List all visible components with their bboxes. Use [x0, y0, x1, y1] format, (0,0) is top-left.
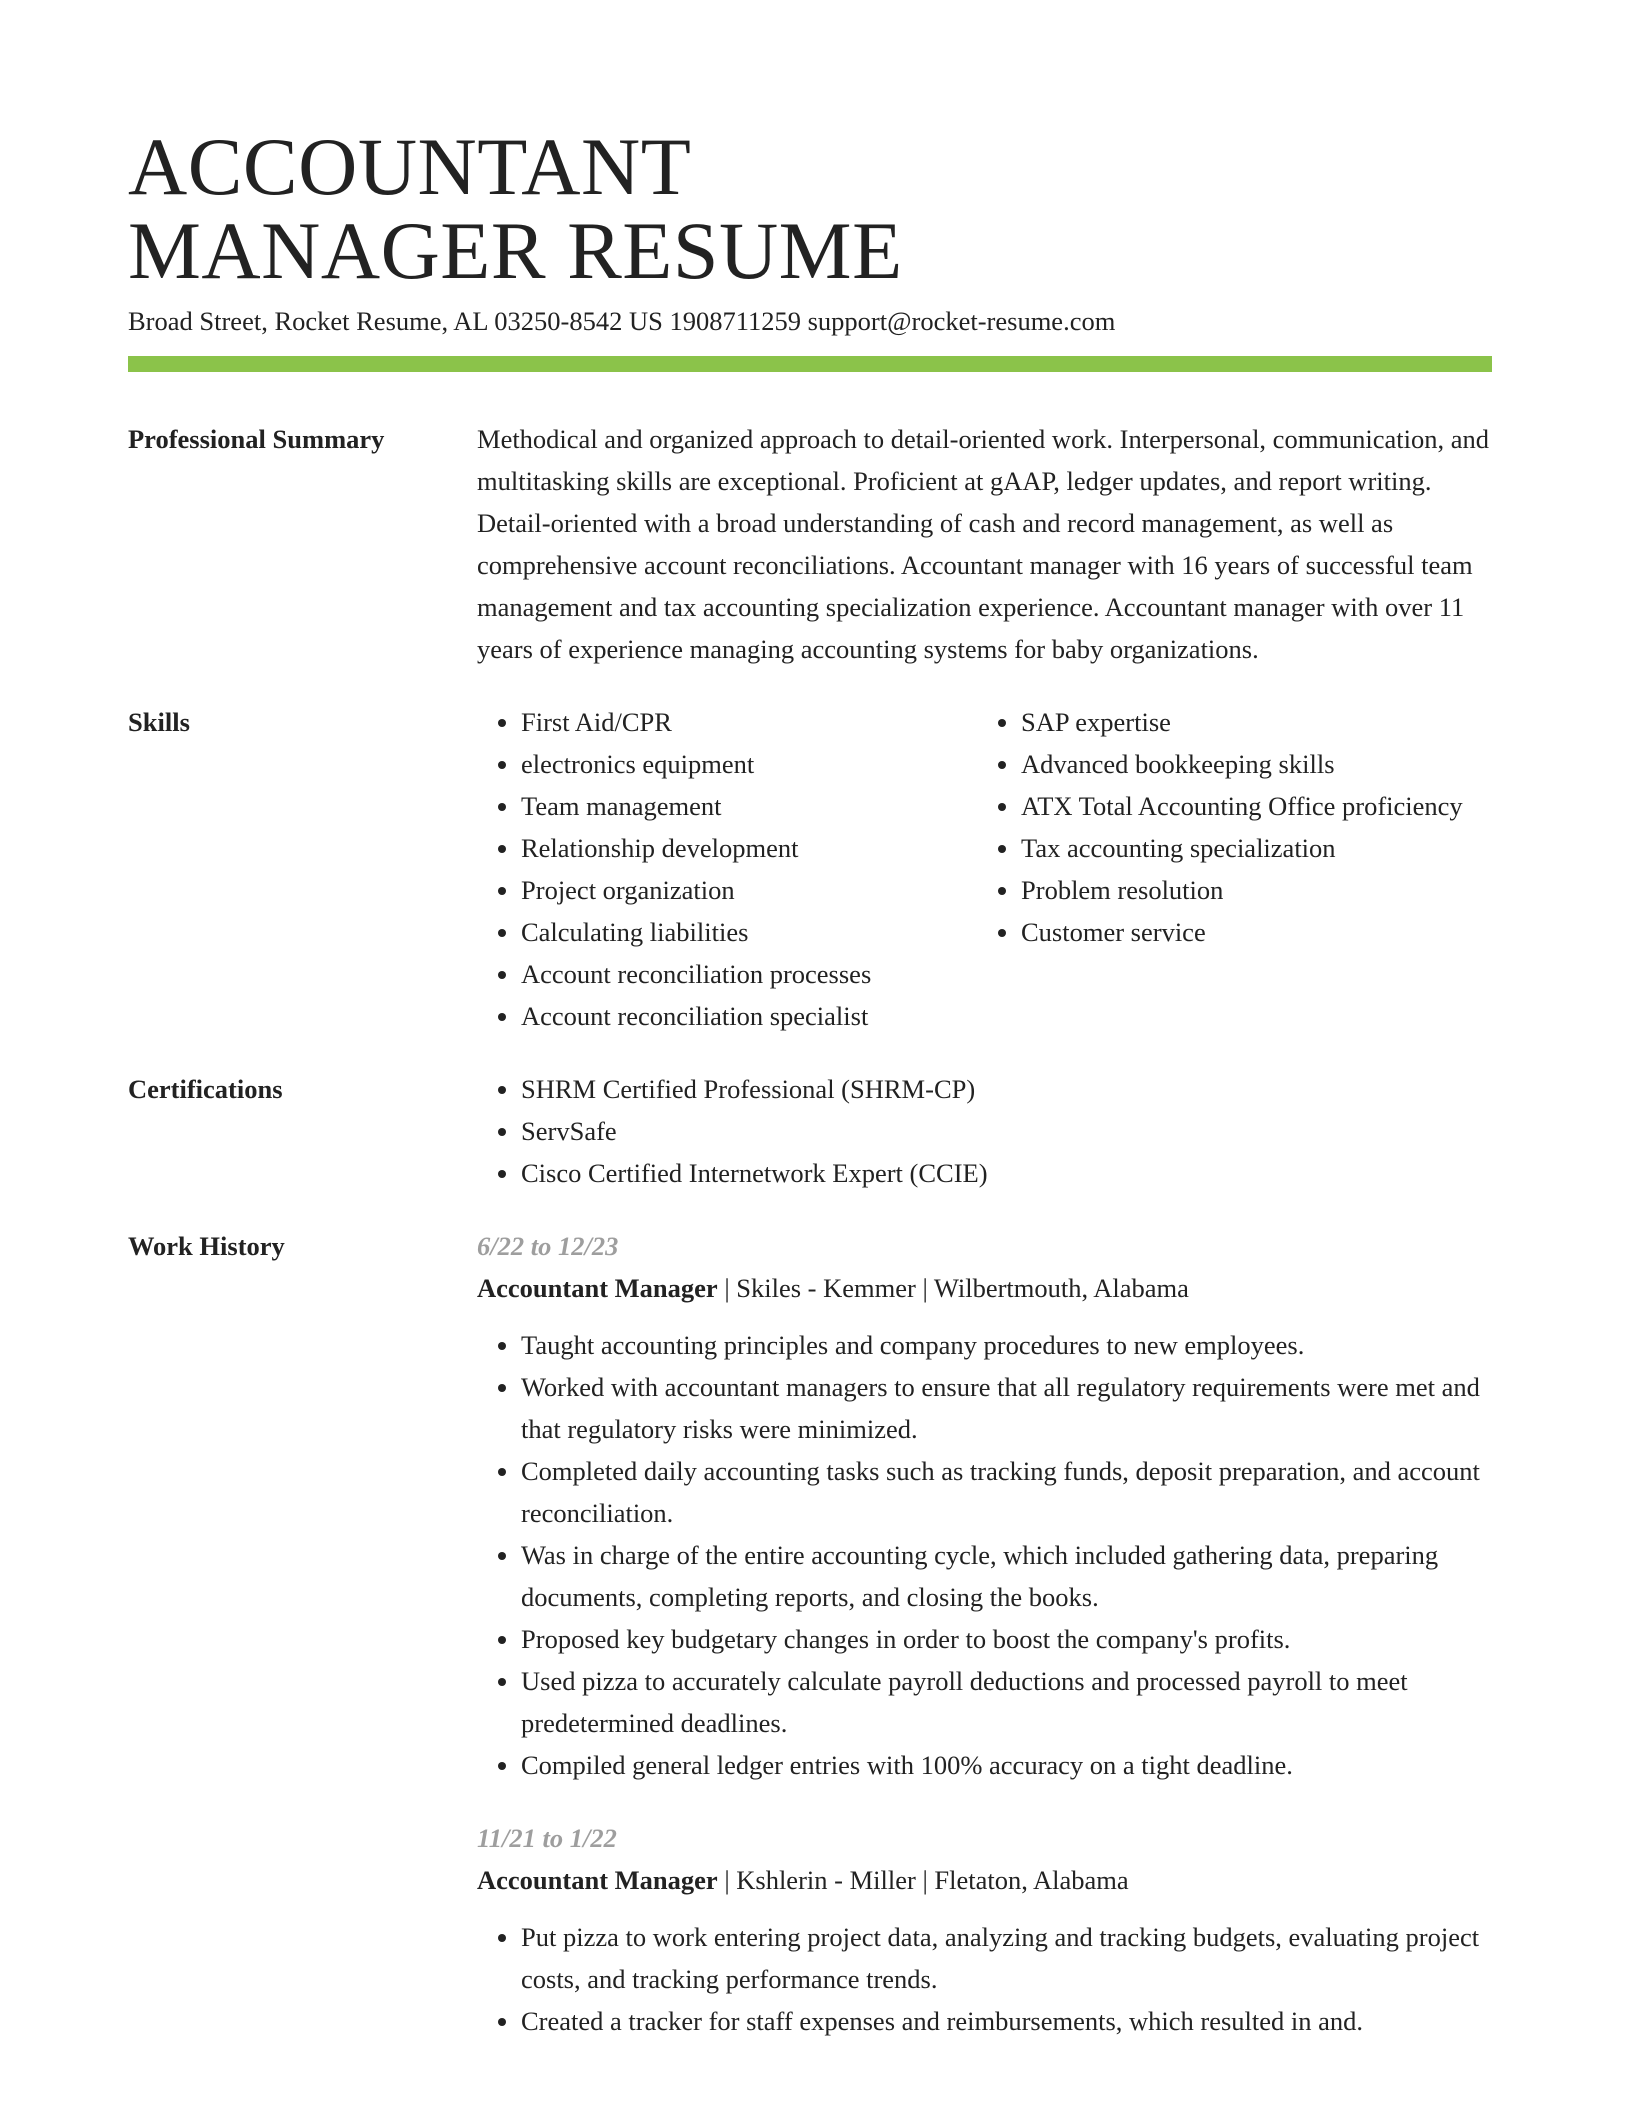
job-bullet: • Taught accounting principles and company procedures to new employees. [521, 1324, 1492, 1366]
skills-section [128, 701, 1492, 1037]
work-history-label: Work History [128, 1231, 285, 1261]
summary-content [477, 418, 1492, 670]
job-bullet: • Was in charge of the entire accounting cycle, which included gathering data, preparing documents, completing reports, and closing the books. [521, 1534, 1492, 1618]
skill-item: • SAP expertise [1021, 701, 1477, 743]
title-line-2: MANAGER RESUME [128, 205, 903, 296]
skill-item: • Calculating liabilities [521, 911, 977, 953]
skills-column-2 [977, 701, 1477, 1037]
skill-item: • Tax accounting specialization [1021, 827, 1477, 869]
job-entry [477, 1225, 1492, 1786]
summary-label: Professional Summary [128, 424, 385, 454]
skill-item: • Account reconciliation processes [521, 953, 977, 995]
skill-item: • electronics equipment [521, 743, 977, 785]
certification-item: • Cisco Certified Internetwork Expert (CCIE) [521, 1152, 1492, 1194]
accent-divider [128, 356, 1492, 372]
page-title [128, 121, 1492, 296]
job-header [477, 1859, 1492, 1901]
work-history-content [477, 1225, 1492, 2042]
work-history-section [128, 1225, 1492, 2042]
skill-item: • Team management [521, 785, 977, 827]
job-bullet: • Put pizza to work entering project data, analyzing and tracking budgets, evaluating project costs, and tracking performance trends. [521, 1916, 1492, 2000]
job-bullet: • Created a tracker for staff expenses and reimbursements, which resulted in and. [521, 2000, 1492, 2042]
certifications-content [477, 1068, 1492, 1194]
job-dates: 6/22 to 12/23 [477, 1231, 619, 1261]
skill-item: • Problem resolution [1021, 869, 1477, 911]
certification-item: • SHRM Certified Professional (SHRM-CP) [521, 1068, 1492, 1110]
summary-text: Methodical and organized approach to detail-oriented work. Interpersonal, communication, and multitasking skills are exceptional. Proficient at gAAP, ledger updates, and report writing. Detail-oriented with a broad understanding of cash and record management, as well as comprehensive account reconciliations. Accountant manager with 16 years of successful team management and tax accounting specialization experience. Accountant manager with over 11 years of experience managing accounting systems for baby organizations. [477, 424, 1490, 664]
job-title: Accountant Manager [477, 1865, 718, 1895]
skill-item: • Customer service [1021, 911, 1477, 953]
certification-item: • ServSafe [521, 1110, 1492, 1152]
skills-list-2 [977, 701, 1477, 953]
resume-page [128, 121, 1492, 2042]
certifications-label: Certifications [128, 1074, 283, 1104]
job-header [477, 1267, 1492, 1309]
skill-item: • Advanced bookkeeping skills [1021, 743, 1477, 785]
certifications-section [128, 1068, 1492, 1194]
certifications-list [477, 1068, 1492, 1194]
job-bullets [477, 1916, 1492, 2042]
job-bullet: • Used pizza to accurately calculate payroll deductions and processed payroll to meet predetermined deadlines. [521, 1660, 1492, 1744]
skills-label: Skills [128, 707, 190, 737]
skills-list-1 [477, 701, 977, 1037]
job-bullets [477, 1324, 1492, 1786]
skills-column-1 [477, 701, 977, 1037]
job-entry [477, 1817, 1492, 2042]
title-line-1: ACCOUNTANT [128, 121, 692, 212]
skill-item: • First Aid/CPR [521, 701, 977, 743]
job-details: | Skiles - Kemmer | Wilbertmouth, Alabama [717, 1273, 1189, 1303]
job-bullet: • Proposed key budgetary changes in order to boost the company's profits. [521, 1618, 1492, 1660]
skill-item: • Account reconciliation specialist [521, 995, 977, 1037]
summary-section [128, 418, 1492, 670]
job-bullet: • Completed daily accounting tasks such as tracking funds, deposit preparation, and account reconciliation. [521, 1450, 1492, 1534]
contact-info: Broad Street, Rocket Resume, AL 03250-8542 US 1908711259 support@rocket-resume.com [128, 306, 1116, 336]
skill-item: • Project organization [521, 869, 977, 911]
job-title: Accountant Manager [477, 1273, 718, 1303]
skills-content [477, 701, 1492, 1037]
job-dates: 11/21 to 1/22 [477, 1823, 617, 1853]
job-bullet: • Worked with accountant managers to ensure that all regulatory requirements were met and that regulatory risks were minimized. [521, 1366, 1492, 1450]
job-bullet: • Compiled general ledger entries with 100% accuracy on a tight deadline. [521, 1744, 1492, 1786]
job-details: | Kshlerin - Miller | Fletaton, Alabama [717, 1865, 1129, 1895]
skill-item: • ATX Total Accounting Office proficiency [1021, 785, 1477, 827]
skill-item: • Relationship development [521, 827, 977, 869]
